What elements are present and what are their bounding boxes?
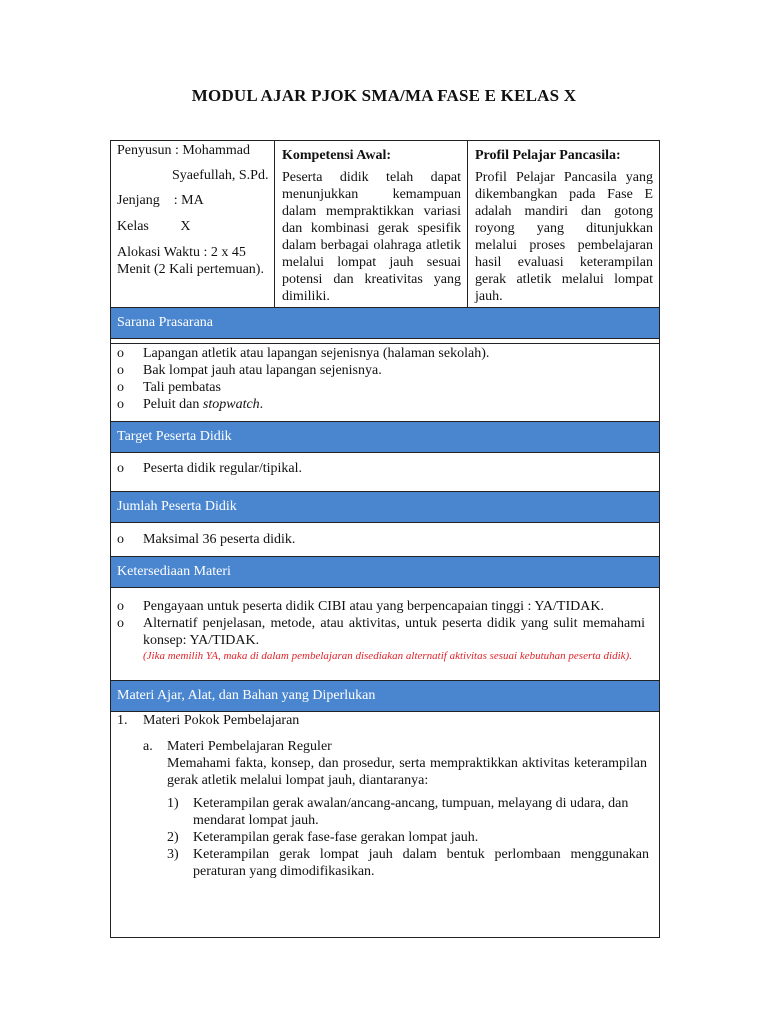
list-item: o Peserta didik regular/tipikal.	[117, 461, 303, 476]
list-item: o Maksimal 36 peserta didik.	[117, 532, 296, 547]
sub-a-label: a.	[143, 739, 153, 754]
profil-text: Profil Pelajar Pancasila yang dikembangkan pada Fase E adalah mandiri dan gotong royong yang ditunjukkan melalui proses pembelajaran hasil evaluasi keterampilan gerak atletik melalui lompat jauh.	[475, 170, 653, 304]
penyusun-line1: Penyusun : Mohammad	[117, 143, 250, 158]
bullet-marker: o	[117, 397, 124, 412]
list-item: 1) Keterampilan gerak awalan/ancang-ancang, tumpuan, melayang di udara, dan mendarat lompat jauh.	[167, 796, 629, 828]
list-item: o Alternatif penjelasan, metode, atau aktivitas, untuk peserta didik yang sulit memahami konsep: YA/TIDAK.	[117, 616, 645, 648]
info-column	[111, 141, 275, 307]
sub-a-title: Materi Pembelajaran Reguler	[167, 739, 332, 754]
list-item: o Lapangan atletik atau lapangan sejenisnya (halaman sekolah).	[117, 346, 490, 361]
bullet-marker: o	[117, 346, 124, 361]
profil-column	[468, 141, 659, 307]
italic-word: stopwatch	[202, 397, 260, 412]
profil-heading: Profil Pelajar Pancasila:	[475, 148, 621, 163]
ketersediaan-header: Ketersediaan Materi	[111, 556, 659, 588]
kompetensi-text: Peserta didik telah dapat menunjukkan kemampuan dalam mempraktikkan variasi dan kombinasi gerak spesifik dalam berbagai olahraga atletik melalui lompat jauh sesuai potensi dan kreativitas yang dimiliki.	[282, 170, 461, 304]
alokasi-line: Alokasi Waktu : 2 x 45 Menit (2 Kali pertemuan).	[117, 245, 264, 277]
list-item: 2) Keterampilan gerak fase-fase gerakan lompat jauh.	[167, 830, 479, 845]
jenjang-line: Jenjang : MA	[117, 193, 204, 208]
jumlah-header: Jumlah Peserta Didik	[111, 491, 659, 523]
list-item: o Tali pembatas	[117, 380, 221, 395]
bullet-marker: o	[117, 532, 124, 547]
kompetensi-column	[275, 141, 468, 307]
selection-note: (Jika memilih YA, maka di dalam pembelajaran disediakan alternatif aktivitas sesuai kebutuhan peserta didik).	[143, 650, 632, 662]
document-title: MODUL AJAR PJOK SMA/MA FASE E KELAS X	[191, 86, 577, 105]
number-1: 1.	[117, 713, 128, 728]
bullet-marker: o	[117, 616, 124, 631]
points-list	[167, 795, 649, 880]
list-item: o Pengayaan untuk peserta didik CIBI atau yang berpencapaian tinggi : YA/TIDAK.	[117, 599, 604, 614]
bullet-marker: o	[117, 380, 124, 395]
module-table	[110, 140, 660, 938]
ketersediaan-section	[111, 588, 659, 680]
materi-pokok-title: Materi Pokok Pembelajaran	[143, 713, 300, 728]
list-item: 3) Keterampilan gerak lompat jauh dalam bentuk perlombaan menggunakan peraturan yang dimodifikasikan.	[167, 847, 649, 879]
list-item: o Peluit dan stopwatch.	[117, 397, 264, 412]
bullet-marker: o	[117, 599, 124, 614]
bullet-marker: o	[117, 363, 124, 378]
sub-a-block	[167, 738, 647, 789]
sub-a-text: Memahami fakta, konsep, dan prosedur, serta mempraktikkan aktivitas keterampilan gerak atletik melalui lompat jauh, diantaranya:	[167, 756, 647, 788]
list-item: o Bak lompat jauh atau lapangan sejenisnya.	[117, 363, 382, 378]
materi-header: Materi Ajar, Alat, dan Bahan yang Diperlukan	[111, 680, 659, 712]
header-grid	[111, 141, 659, 307]
materi-section	[111, 712, 659, 937]
bullet-marker: o	[117, 461, 124, 476]
target-header: Target Peserta Didik	[111, 421, 659, 453]
penyusun-line2: Syaefullah, S.Pd.	[172, 168, 269, 183]
kelas-line: Kelas X	[117, 219, 191, 234]
kompetensi-heading: Kompetensi Awal:	[282, 148, 392, 163]
jumlah-section	[111, 523, 659, 556]
sarana-section	[111, 339, 659, 421]
target-section	[111, 453, 659, 491]
sarana-header: Sarana Prasarana	[111, 307, 659, 339]
